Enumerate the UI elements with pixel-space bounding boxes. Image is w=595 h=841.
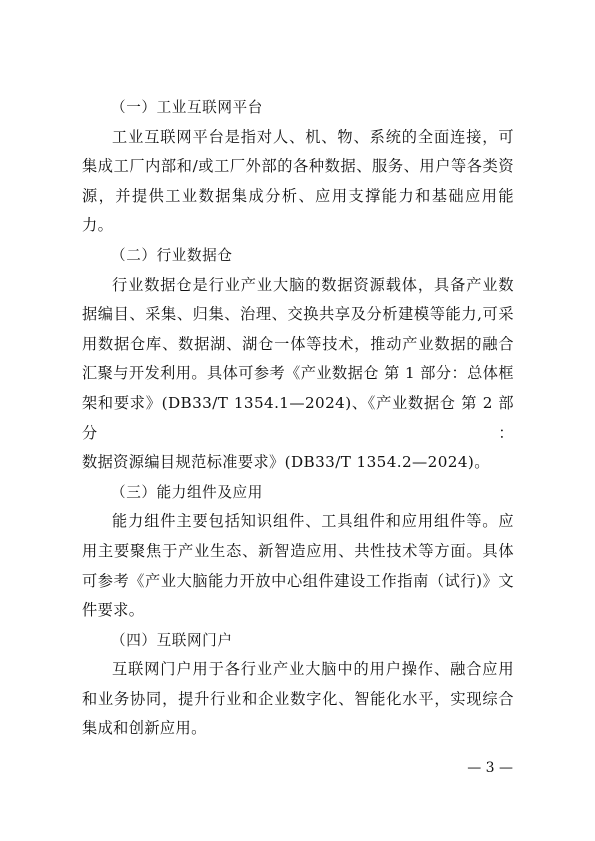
paragraph-line: 可参考《产业大脑能力开放中心组件建设工作指南（试行)》文 xyxy=(82,571,514,590)
paragraph-line: 数据资源编目规范标准要求》(DB33/T 1354.2—2024)。 xyxy=(82,453,490,472)
section-paragraph xyxy=(82,123,514,241)
section-2 xyxy=(82,241,514,478)
paragraph-line: 用主要聚焦于产业生态、新智造应用、共性技术等方面。具体 xyxy=(82,541,514,560)
paragraph-line: 据编目、采集、归集、治理、交换共享及分析建模等能力,可采 xyxy=(82,305,514,324)
paragraph-line: 能力组件主要包括知识组件、工具组件和应用组件等。应 xyxy=(112,512,514,531)
paragraph-line: 互联网门户用于各行业产业大脑中的用户操作、融合应用 xyxy=(112,660,514,679)
paragraph-line: 源，并提供工业数据集成分析、应用支撑能力和基础应用能力。 xyxy=(82,186,514,235)
paragraph-line: 和业务协同，提升行业和企业数字化、智能化水平，实现综合 xyxy=(82,689,514,708)
section-paragraph xyxy=(82,655,514,744)
paragraph-line: 集成工厂内部和/或工厂外部的各种数据、服务、用户等各类资 xyxy=(82,157,514,176)
section-heading: （三）能力组件及应用 xyxy=(111,483,263,501)
paragraph-line: 架和要求》(DB33/T 1354.1—2024)、《产业数据仓 第 2 部分： xyxy=(82,393,514,442)
paragraph-line: 件要求。 xyxy=(82,601,145,620)
section-paragraph xyxy=(82,507,514,625)
section-heading: （四）互联网门户 xyxy=(111,631,233,649)
section-1 xyxy=(82,93,514,241)
paragraph-line: 工业互联网平台是指对人、机、物、系统的全面连接，可 xyxy=(112,127,514,146)
paragraph-line: 用数据仓库、数据湖、湖仓一体等技术，推动产业数据的融合 xyxy=(82,334,514,353)
paragraph-line: 汇聚与开发利用。具体可参考《产业数据仓 第 1 部分：总体框 xyxy=(82,364,514,383)
page-number: — 3 — xyxy=(467,760,513,776)
paragraph-line: 集成和创新应用。 xyxy=(82,719,207,738)
section-paragraph xyxy=(82,271,514,478)
section-heading: （一）工业互联网平台 xyxy=(111,99,263,116)
section-3 xyxy=(82,478,514,626)
section-4 xyxy=(82,626,514,744)
paragraph-line: 行业数据仓是行业产业大脑的数据资源载体，具备产业数 xyxy=(112,275,514,294)
section-heading: （二）行业数据仓 xyxy=(111,246,233,264)
document-body xyxy=(82,93,514,744)
